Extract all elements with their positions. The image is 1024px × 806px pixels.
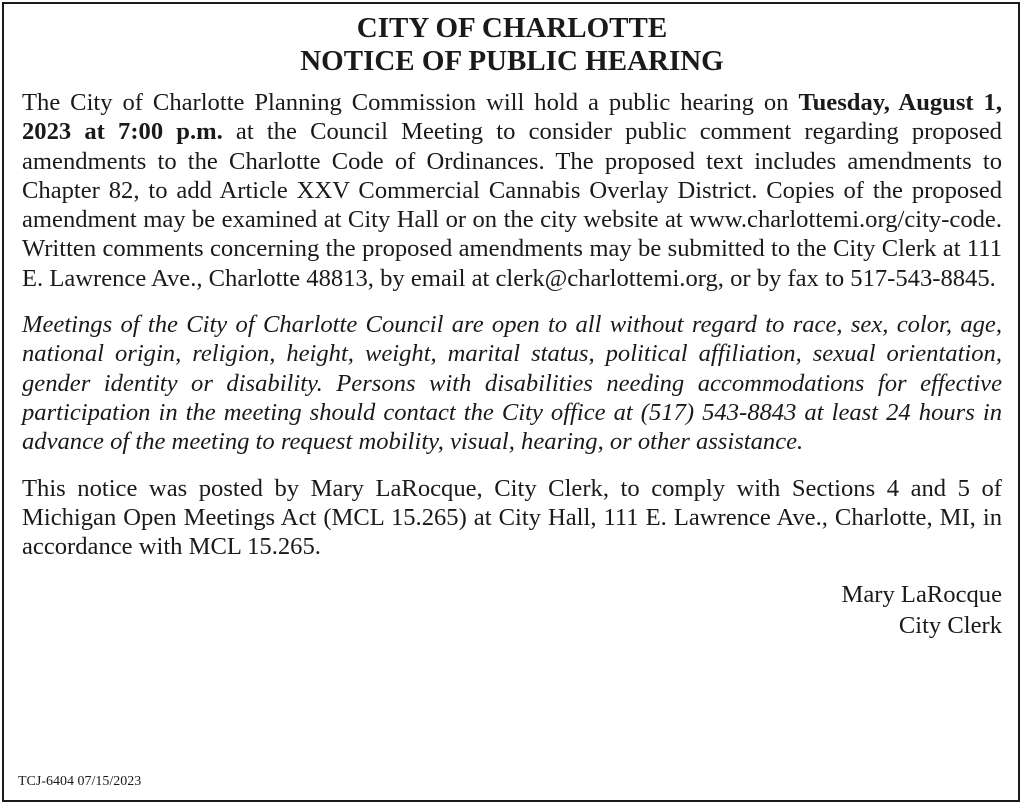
title-line-hearing: NOTICE OF PUBLIC HEARING bbox=[300, 45, 724, 77]
signature-name: Mary LaRocque bbox=[841, 581, 1002, 609]
notice-title bbox=[22, 12, 1002, 78]
hearing-date-time: Tuesday, August 1, 2023 at 7:00 p.m. bbox=[22, 89, 1002, 146]
nondiscrimination-paragraph: Meetings of the City of Charlotte Council are open to all without regard to race, sex, color, age, national origin, religion, height, weight, marital status, political affiliation, sexual orientation, gender identity or disability. Persons with disabilities needing accommodations for effective participation in the meeting should contact the City office at (517) 543-8843 at least 24 hours in advance of the meeting to request mobility, visual, hearing, or other assistance. bbox=[22, 311, 1002, 456]
hearing-intro-text: The City of Charlotte Planning Commission will hold a public hearing on bbox=[22, 89, 799, 116]
reference-code: TCJ-6404 07/15/2023 bbox=[18, 774, 142, 789]
signature-block bbox=[22, 579, 1002, 641]
title-line-city: CITY OF CHARLOTTE bbox=[356, 12, 668, 44]
hearing-details-text: at the Council Meeting to consider public comment regarding proposed amendments to the Charlotte Code of Ordinances. The proposed text includes amendments to Chapter 82, to add Article XXV Commercial Cannabis Overlay District. Copies of the proposed amendment may be examined at City Hall or on the city website at www.charlottemi.org/city-code. Written comments concerning the proposed amendments may be submitted to the City Clerk at 111 E. Lawrence Ave., Charlotte 48813, by email at clerk@charlottemi.org, or by fax to 517-543-8845. bbox=[22, 118, 1002, 292]
posting-paragraph: This notice was posted by Mary LaRocque, City Clerk, to comply with Sections 4 and 5 of Michigan Open Meetings Act (MCL 15.265) at City Hall, 111 E. Lawrence Ave., Charlotte, MI, in accordance with MCL 15.265. bbox=[22, 474, 1002, 561]
public-notice bbox=[2, 2, 1020, 802]
hearing-paragraph bbox=[22, 88, 1002, 293]
signature-title: City Clerk bbox=[898, 612, 1002, 640]
